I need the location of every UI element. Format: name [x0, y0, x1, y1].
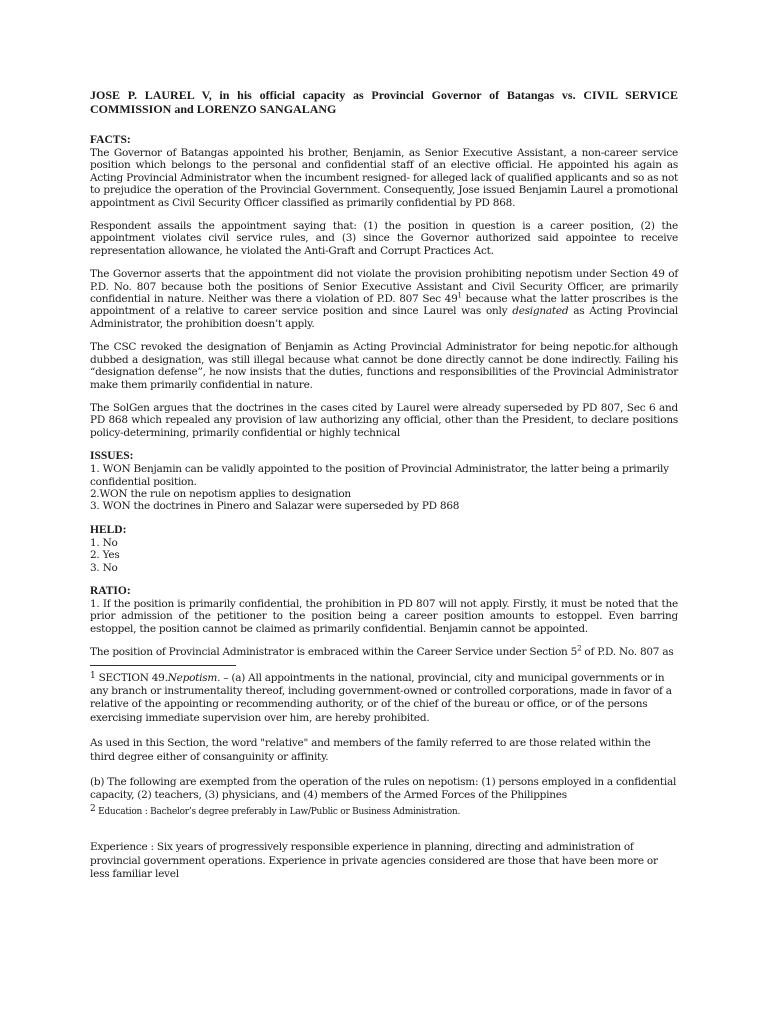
footnote-1 — [90, 670, 678, 726]
text-run: The position of Provincial Administrator is embraced within the Career Service under Section 5 — [90, 646, 578, 659]
text-run: SECTION 49. — [95, 671, 168, 684]
text-run: . – (a) All appointments in the national, provincial, city and municipal governments or in any branch or instrumentality thereof, including government-owned or controlled corporations, made in favor of a relative of the appointing or recommending authority, or of the chief of the bureau or office, or of the persons exercising immediate supervision over him, are hereby prohibited. — [90, 671, 672, 724]
list-item: 2. Yes — [90, 549, 120, 562]
facts-paragraph: The SolGen argues that the doctrines in the cases cited by Laurel were already superseded by PD 807, Sec 6 and PD 868 which repealed any provision of law authorizing any official, other than the President, to declare positions policy-determining, primarily confidential or highly technical — [90, 401, 678, 439]
issues-list — [90, 463, 678, 513]
footnote-1-continued: As used in this Section, the word "relative" and members of the family referred to are those related within the third degree either of consanguinity or affinity. — [90, 737, 651, 763]
footnote-1-continued: (b) The following are exempted from the operation of the rules on nepotism: (1) persons employed in a confidential capacity, (2) teachers, (3) physicians, and (4) members of the Armed Forces of the Philippines — [90, 776, 677, 802]
footnote-number: 2 — [90, 803, 96, 814]
footnote-ref[interactable]: 2 — [577, 644, 582, 653]
facts-heading: FACTS: — [90, 134, 131, 146]
ratio-paragraph: 1. If the position is primarily confidential, the prohibition in PD 807 will not apply. Firstly, it must be noted that the prior admission of the petitioner to the position being a career position amounts to estoppel. Even barring estoppel, the position cannot be claimed as primarily confidential. Benjamin cannot be appointed. — [90, 597, 678, 635]
facts-paragraph: The CSC revoked the designation of Benjamin as Acting Provincial Administrator for being nepotic.for although dubbed a designation, was still illegal because what cannot be done directly cannot be done indirectly. Failing his “designation defense”, he now insists that the duties, functions and responsibilities of the Provincial Administrator make them primarily confidential in nature. — [90, 341, 678, 391]
list-item: 2.WON the rule on nepotism applies to designation — [90, 487, 351, 500]
text-run: as Acting Provincial Administrator, the prohibition doesn’t apply. — [90, 305, 678, 330]
case-title: JOSE P. LAUREL V, in his official capacity as Provincial Governor of Batangas vs. CIVIL SERVICE COMMISSION and LORENZO SANGALANG — [90, 88, 678, 116]
list-item: 3. WON the doctrines in Pinero and Salazar were superseded by PD 868 — [90, 500, 460, 513]
facts-paragraph: The Governor of Batangas appointed his brother, Benjamin, as Senior Executive Assistant, a non-career service position which belongs to the personal and confidential staff of an elective official. He appointed his again as Acting Provincial Administrator when the incumbent resigned- for alleged lack of qualified applicants and so as not to prejudice the operation of the Provincial Government. Consequently, Jose issued Benjamin Laurel a promotional appointment as Civil Security Officer classified as primarily confidential by PD 868. — [90, 147, 678, 209]
issues-heading: ISSUES: — [90, 450, 134, 463]
footnote-2 — [90, 803, 678, 819]
facts-paragraph — [90, 268, 678, 330]
footnote-number: 1 — [90, 670, 96, 681]
text-run: The Governor asserts that the appointment did not violate the provision prohibiting nepotism under Section 49 of P.D. No. 807 because both the positions of Senior Executive Assistant and Civil Security Officer, are primarily confidential in nature. Neither was there a violation of P.D. 807 Sec 49 — [90, 268, 678, 306]
emphasis: Nepotism — [167, 671, 218, 684]
list-item: 3. No — [90, 561, 118, 574]
emphasis: designated — [512, 305, 569, 318]
held-list — [90, 537, 678, 574]
list-item: 1. No — [90, 536, 118, 549]
held-heading: HELD: — [90, 523, 127, 536]
facts-paragraph: Respondent assails the appointment saying that: (1) the position in question is a career position, (2) the appointment violates civil service rules, and (3) since the Governor authorized said appointee to receive representation allowance, he violated the Anti-Graft and Corrupt Practices Act. — [90, 220, 678, 257]
ratio-heading: RATIO: — [90, 584, 131, 597]
ratio-paragraph — [90, 646, 678, 658]
footnote-ref[interactable]: 1 — [457, 291, 462, 300]
footnote-2-continued: Experience : Six years of progressively responsible experience in planning, directing and administration of provincial government operations. Experience in private agencies considered are those that have been more or less familiar level — [90, 841, 658, 881]
text-run: because what the latter proscribes is the appointment of a relative to career service position and since Laurel was only — [90, 293, 678, 318]
text-run: Education : Bachelor’s degree preferably in Law/Public or Business Administration. — [95, 806, 461, 817]
text-run: of P.D. No. 807 as — [581, 646, 674, 659]
footnote-divider — [90, 665, 236, 666]
list-item: 1. WON Benjamin can be validly appointed to the position of Provincial Administrator, the latter being a primarily confidential position. — [90, 463, 669, 488]
